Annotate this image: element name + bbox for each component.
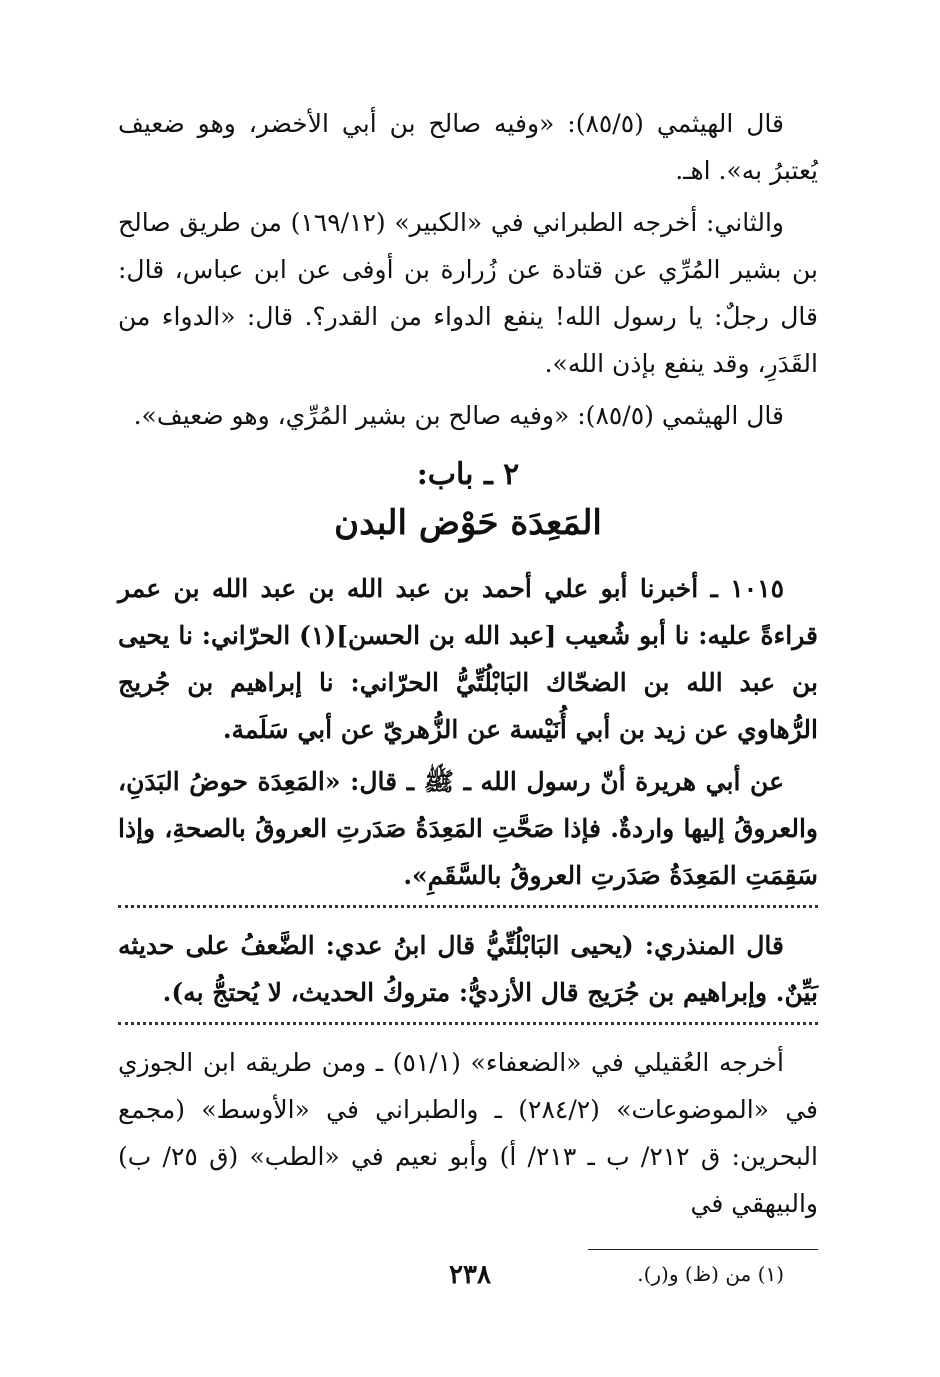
dotted-divider-bottom	[118, 1022, 818, 1025]
second-narration: والثاني: أخرجه الطبراني في «الكبير» (١٦٩/١٢) من طريق صالح بن بشير المُرِّي عن قتادة عن زُرارة بن أوفى عن ابن عباس، قال: قال رجلٌ: يا رسول الله! ينفع الدواء من القدر؟. قال: «الدواء من القَدَرِ، وقد ينفع بإذن الله».	[118, 208, 818, 378]
hadith-isnad: ١٠١٥ ـ أخبرنا أبو علي أحمد بن عبد الله بن عبد الله بن عمر قراءةً عليه: نا أبو شُعيب [عبد الله بن الحسن](١) الحرّاني: نا يحيى بن عبد الله بن الضحّاك البَابْلُتِّيُّ الحرّاني: نا إبراهيم بن جُريج الرُّهاوي عن زيد بن أبي أُنَيْسة عن الزُّهريّ عن أبي سَلَمة.	[118, 574, 818, 744]
takhrij-paragraph: أخرجه العُقيلي في «الضعفاء» (٥١/١) ـ ومن طريقه ابن الجوزي في «الموضوعات» (٢٨٤/٢) ـ والطبراني في «الأوسط» (مجمع البحرين: ق ٢١٢/ ب ـ ٢١٣/ أ) وأبو نعيم في «الطب» (ق ٢٥/ ب) والبيهقي في	[118, 1048, 818, 1218]
footnote-1: (١) من (ظ) و(ر).	[637, 1262, 784, 1286]
hadith-matn: عن أبي هريرة أنّ رسول الله ـ ﷺ ـ قال: «المَعِدَة حوضُ البَدَنِ، والعروقُ إليها واردةٌ. فإذا صَحَّتِ المَعِدَةُ صَدَرتِ العروقُ بالصحةِ، وإذا سَقِمَتِ المَعِدَةُ صَدَرتِ العروقُ بالسَّقَمِ».	[118, 767, 818, 890]
dotted-divider-top	[118, 905, 818, 908]
haythami-note-2: قال الهيثمي (٨٥/٥): «وفيه صالح بن بشير المُرِّي، وهو ضعيف».	[133, 401, 784, 430]
page-number: ٢٣٨	[449, 1260, 491, 1290]
chapter-title: المَعِدَة حَوْض البدن	[334, 503, 602, 543]
mundhiri-note: قال المنذري: (يحيى البَابْلُتِّيُّ قال ابنُ عدي: الضَّعفُ على حديثه بَيِّنٌ. وإبراهيم بن جُرَيج قال الأزديُّ: متروكُ الحديث، لا يُحتجُّ به).	[118, 931, 818, 1007]
document-page	[118, 100, 818, 1330]
chapter-number: ٢ ـ باب:	[416, 457, 520, 492]
footnote-separator	[588, 1249, 818, 1250]
haythami-note-1: قال الهيثمي (٨٥/٥): «وفيه صالح بن أبي الأخضر، وهو ضعيف يُعتبرُ به». اهـ.	[118, 109, 818, 185]
